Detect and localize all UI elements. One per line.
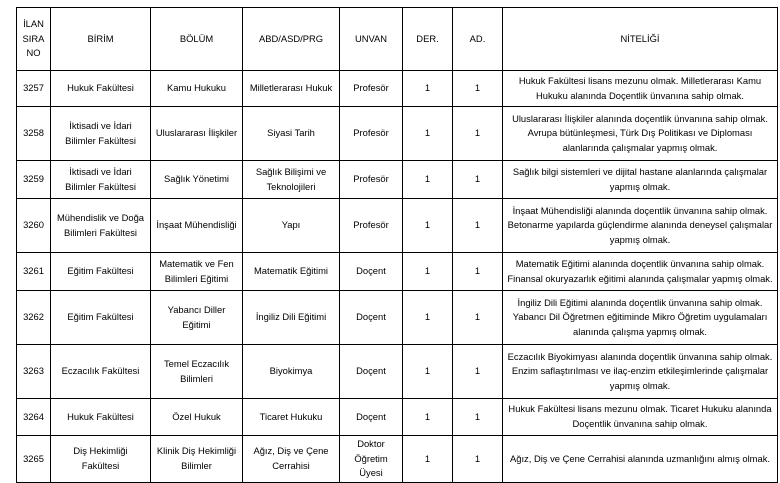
header-nitelik: NİTELİĞİ	[503, 8, 778, 71]
cell-unvan: Profesör	[340, 71, 403, 107]
cell-bolum: Uluslararası İlişkiler	[151, 107, 243, 161]
header-ad: AD.	[453, 8, 503, 71]
cell-der: 1	[403, 199, 453, 253]
cell-bolum: Klinik Diş Hekimliği Bilimler	[151, 436, 243, 483]
header-der: DER.	[403, 8, 453, 71]
cell-der: 1	[403, 107, 453, 161]
cell-unvan: Profesör	[340, 199, 403, 253]
cell-abd: Yapı	[243, 199, 340, 253]
cell-nitelik: Hukuk Fakültesi lisans mezunu olmak. Milletlerarası Kamu Hukuku alanında Doçentlik ünvanına sahip olmak.	[503, 71, 778, 107]
cell-birim: Hukuk Fakültesi	[51, 399, 151, 436]
cell-ad: 1	[453, 199, 503, 253]
cell-der: 1	[403, 161, 453, 199]
cell-bolum: Temel Eczacılık Bilimleri	[151, 345, 243, 399]
cell-bolum: İnşaat Mühendisliği	[151, 199, 243, 253]
cell-unvan: Doçent	[340, 399, 403, 436]
cell-abd: İngiliz Dili Eğitimi	[243, 291, 340, 345]
cell-ad: 1	[453, 161, 503, 199]
cell-ad: 1	[453, 107, 503, 161]
table-row	[17, 161, 778, 199]
cell-birim: İktisadi ve İdari Bilimler Fakültesi	[51, 107, 151, 161]
cell-ilan-no: 3263	[17, 345, 51, 399]
table-row	[17, 107, 778, 161]
table-row	[17, 71, 778, 107]
cell-abd: Milletlerarası Hukuk	[243, 71, 340, 107]
cell-birim: Mühendislik ve Doğa Bilimleri Fakültesi	[51, 199, 151, 253]
cell-birim: Hukuk Fakültesi	[51, 71, 151, 107]
cell-abd: Ağız, Diş ve Çene Cerrahisi	[243, 436, 340, 483]
header-birim: BİRİM	[51, 8, 151, 71]
table-row	[17, 436, 778, 483]
cell-abd: Matematik Eğitimi	[243, 253, 340, 291]
cell-der: 1	[403, 436, 453, 483]
cell-nitelik: Hukuk Fakültesi lisans mezunu olmak. Ticaret Hukuku alanında Doçentlik ünvanına sahip olmak.	[503, 399, 778, 436]
table-row	[17, 345, 778, 399]
header-ilan-sira-no: İLAN SIRA NO	[17, 8, 51, 71]
cell-abd: Sağlık Bilişimi ve Teknolojileri	[243, 161, 340, 199]
cell-ad: 1	[453, 291, 503, 345]
cell-ilan-no: 3261	[17, 253, 51, 291]
cell-ilan-no: 3257	[17, 71, 51, 107]
cell-unvan: Profesör	[340, 107, 403, 161]
cell-ad: 1	[453, 436, 503, 483]
cell-birim: Eğitim Fakültesi	[51, 291, 151, 345]
job-listing-table	[16, 7, 778, 483]
cell-nitelik: Eczacılık Biyokimyası alanında doçentlik ünvanına sahip olmak. Enzim saflaştırılması ve ilaç-enzim etkileşimlerinde çalışmalar yapmış olmak.	[503, 345, 778, 399]
header-bolum: BÖLÜM	[151, 8, 243, 71]
cell-bolum: Kamu Hukuku	[151, 71, 243, 107]
cell-ilan-no: 3258	[17, 107, 51, 161]
cell-unvan: Profesör	[340, 161, 403, 199]
cell-ad: 1	[453, 345, 503, 399]
cell-ilan-no: 3260	[17, 199, 51, 253]
cell-nitelik: Ağız, Diş ve Çene Cerrahisi alanında uzmanlığını almış olmak.	[503, 436, 778, 483]
cell-bolum: Matematik ve Fen Bilimleri Eğitimi	[151, 253, 243, 291]
cell-bolum: Yabancı Diller Eğitimi	[151, 291, 243, 345]
cell-unvan: Doçent	[340, 345, 403, 399]
cell-unvan: Doçent	[340, 291, 403, 345]
cell-ad: 1	[453, 399, 503, 436]
table-row	[17, 291, 778, 345]
cell-nitelik: Matematik Eğitimi alanında doçentlik ünvanına sahip olmak. Finansal okuryazarlık eğitimi alanında çalışmalar yapmış olmak.	[503, 253, 778, 291]
header-abd: ABD/ASD/PRG	[243, 8, 340, 71]
cell-der: 1	[403, 291, 453, 345]
cell-der: 1	[403, 345, 453, 399]
cell-ad: 1	[453, 253, 503, 291]
cell-birim: Diş Hekimliği Fakültesi	[51, 436, 151, 483]
cell-nitelik: İnşaat Mühendisliği alanında doçentlik ünvanına sahip olmak. Betonarme yapılarda güçlendirme alanında deneysel çalışmalar yapmış olmak.	[503, 199, 778, 253]
cell-nitelik: Uluslararası İlişkiler alanında doçentlik ünvanına sahip olmak. Avrupa bütünleşmesi, Türk Dış Politikası ve Diploması alanlarında çalışmalar yapmış olmak.	[503, 107, 778, 161]
cell-der: 1	[403, 399, 453, 436]
cell-bolum: Özel Hukuk	[151, 399, 243, 436]
cell-der: 1	[403, 253, 453, 291]
cell-abd: Ticaret Hukuku	[243, 399, 340, 436]
cell-unvan: Doktor Öğretim Üyesi	[340, 436, 403, 483]
cell-abd: Biyokimya	[243, 345, 340, 399]
cell-ilan-no: 3264	[17, 399, 51, 436]
cell-nitelik: Sağlık bilgi sistemleri ve dijital hastane alanlarında çalışmalar yapmış olmak.	[503, 161, 778, 199]
header-unvan: UNVAN	[340, 8, 403, 71]
table-row	[17, 199, 778, 253]
cell-birim: İktisadi ve İdari Bilimler Fakültesi	[51, 161, 151, 199]
cell-unvan: Doçent	[340, 253, 403, 291]
cell-ilan-no: 3259	[17, 161, 51, 199]
cell-nitelik: İngiliz Dili Eğitimi alanında doçentlik ünvanına sahip olmak. Yabancı Dil Öğretmen eğitiminde Mikro Öğretim uygulamaları alanında çalışma yapmış olmak.	[503, 291, 778, 345]
cell-abd: Siyasi Tarih	[243, 107, 340, 161]
cell-bolum: Sağlık Yönetimi	[151, 161, 243, 199]
cell-ilan-no: 3265	[17, 436, 51, 483]
cell-der: 1	[403, 71, 453, 107]
cell-birim: Eczacılık Fakültesi	[51, 345, 151, 399]
table-row	[17, 399, 778, 436]
cell-birim: Eğitim Fakültesi	[51, 253, 151, 291]
header-row	[17, 8, 778, 71]
cell-ilan-no: 3262	[17, 291, 51, 345]
cell-ad: 1	[453, 71, 503, 107]
table-row	[17, 253, 778, 291]
